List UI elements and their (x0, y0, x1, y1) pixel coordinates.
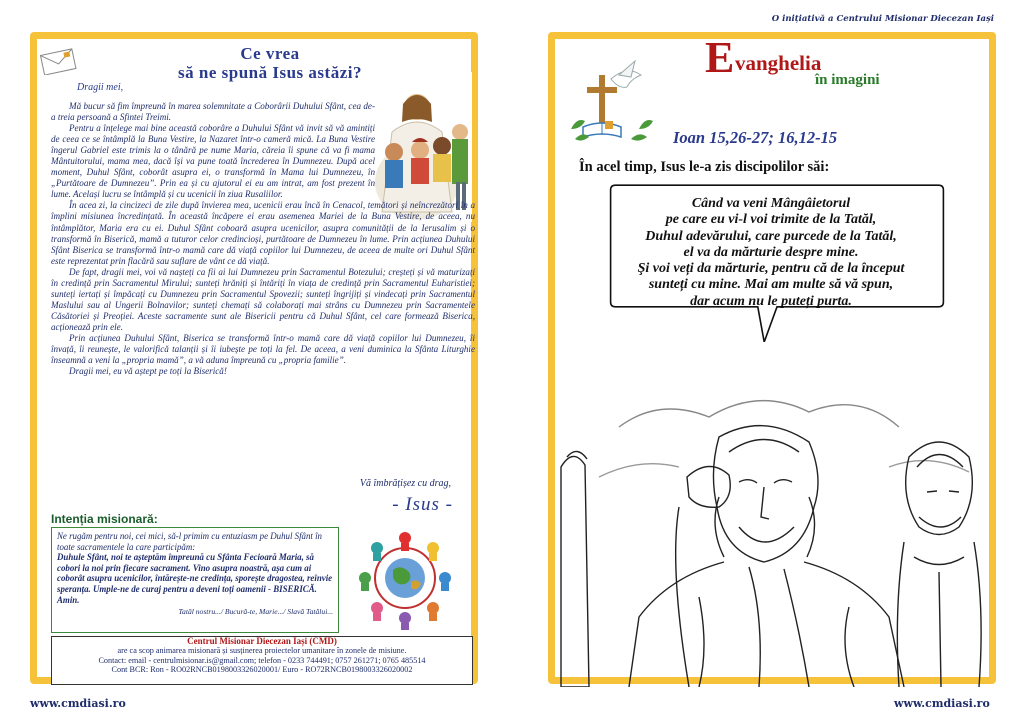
brand-subtitle: în imagini (815, 72, 880, 88)
intention-prayers-small: Tatăl nostru.../ Bucură-te, Marie.../ Slavă Tatălui... (178, 607, 333, 617)
left-page-content (37, 39, 475, 677)
left-footer-url[interactable]: www.cmdiasi.ro (30, 697, 126, 710)
letter-body (51, 101, 475, 377)
letter-paragraph-4: De fapt, dragii mei, voi vă nașteți ca fii ai lui Dumnezeu prin Sacramentul Botezului; creșteți și vă maturizați în credință prin Sacramentul Mirului; sunteți hrăniți și întăriți în viața de credință prin Sacramentul Euharistiei; sunteți iertați și împăcați cu Dumnezeu prin Sacramentul Spovezii; sunteți îngrijiți și vindecați prin Sacramentul Maslului sau al Ungerii Bolnavilor; sunteți chemați să colaborați mai strâns cu Dumnezeu prin Sacramentele Căsătoriei și Preoției. Aceste sacramente sunt ale Bisericii pentru că Duhul Sfânt, cel care formează Biserica, acționează prin ele. (51, 266, 475, 332)
letter-paragraph-2: Pentru a înțelege mai bine această coborâre a Duhului Sfânt vă invit să vă amintiți de ceea ce se întâmplă la Buna Vestire, la Nazaret într-o cameră mică. La Buna Vestire îngerul Gabriel este trimis la o tânără pe nume Maria, căreia îi spune că va fi mama Mântuitorului, mama mea, dacă își va pune toată încrederea în Dumnezeu. După acel moment, Duhul Sfânt, coborât asupra ei, o transformă în Mama lui Dumnezeu, în „Purtătoare de Dumnezeu”. Prin ea și cu ajutorul ei eu am intrat, am fost prezent în lume. Același lucru se întâmplă și cu ucenicii în ziua Rusaliilor. (51, 123, 375, 200)
cmd-title: Centrul Misionar Diecezan Iași (CMD) (187, 636, 337, 646)
quote-line: pe care eu vi-l voi trimite de la Tatăl, (665, 212, 877, 228)
gospel-reference: Ioan 15,26-27; 16,12-15 (673, 128, 838, 147)
intention-box (51, 527, 339, 633)
cmd-purpose: are ca scop animarea misionară și susținerea proiectelor umanitare în zonele de misiune. (117, 646, 407, 656)
title-line-1: Ce vrea (240, 44, 300, 63)
gospel-quote (571, 196, 971, 310)
cmd-contact: Contact: email - centrulmisionar.is@gmail.com; telefon - 0233 744491; 0757 261271; 0765 485514 (98, 655, 426, 665)
salutation: Dragii mei, (77, 82, 124, 93)
quote-line: Şi voi veți da mărturie, pentru că de la început (637, 261, 905, 277)
letter-paragraph-1: Mă bucur să fim împreună în marea solemnitate a Coborârii Duhului Sfânt, cea de-a treia persoană a Sfintei Treimi. (51, 101, 375, 123)
right-page-content (555, 33, 989, 677)
brand-initial: E (705, 33, 735, 82)
intention-prayer: Duhule Sfânt, noi te așteptăm împreună cu Sfânta Fecioară Maria, să cobori la noi prin fiecare sacrament. Vino asupra noastră, așa cum ai coborât asupra ucenicilor, întărește-ne credința, sporește dragostea, reînvie speranța. Umple-ne de curaj pentru a deveni toți oamenii - BISERICĂ. Amin. (57, 552, 333, 605)
quote-line: Când va veni Mângâietorul (691, 196, 851, 211)
quote-line: sunteți cu mine. Mai am multe să vă spun, (648, 277, 894, 293)
cmd-contact-box (51, 636, 473, 685)
title-line-2: să ne spună Isus astăzi? (178, 63, 362, 82)
quote-line: Duhul adevărului, care purcede de la Tatăl, (645, 228, 897, 244)
right-page (548, 32, 996, 684)
signature: - Isus - (392, 494, 453, 515)
brand-logo (705, 33, 925, 103)
mission-globe-logo (355, 526, 455, 631)
cross-dove-bible-icon (569, 57, 655, 147)
jesus-disciples-drawing (559, 357, 985, 687)
letter-paragraph-5: Prin acțiunea Duhului Sfânt, Biserica se transformă într-o mamă care dă viață copiilor lui Dumnezeu, îi învață, îi reunește, le valorifică talanții și îi iubește pe toți la fel. De aceea, a veni duminica la Sfânta Liturghie înseamnă a veni la „propria mamă”, a vă aduna împreună cu „propria familie”. (51, 332, 475, 366)
intention-title: Intenția misionară: (51, 512, 158, 526)
letter-paragraph-3: În acea zi, la cincizeci de zile după învierea mea, ucenicii erau încă în Cenacol, temători și neîncrezători în a împlini misiunea încredințată. În această încăpere ei erau asemenea Mariei de la Buna Vestire, de aceea, nu întâmplător, Maria era cu ei. Duhul Sfânt coboară asupra ucenicilor, asupra comunității de la Ierusalim și o transformă în Biserică, mamă a tuturor celor credincioși, purtătoare de Dumnezeu în lume. Prin acțiunea Duhului Sfânt Biserica se transformă într-o mamă care dă viață copiilor lui Dumnezeu, de aceea de multe ori Duhul Sfânt este reprezentat prin flacără sau suflare de vânt ce dă viață. (51, 200, 475, 266)
left-page (30, 32, 478, 684)
brand-name: vanghelia (735, 51, 822, 75)
right-footer-url[interactable]: www.cmdiasi.ro (894, 697, 990, 710)
intention-intro: Ne rugăm pentru noi, cei mici, să-l primim cu entuziasm pe Duhul Sfânt în toate sacramentele la care participăm: (57, 531, 322, 552)
quote-line: el va da mărturie despre mine. (683, 244, 859, 260)
quote-line: dar acum nu le puteți purta. (690, 293, 852, 309)
envelope-icon (39, 47, 77, 75)
cmd-bank-account: Cont BCR: Ron - RO02RNCB0198003326020001/ Euro - RO72RNCB0198003326020002 (111, 665, 413, 675)
intention-text (57, 531, 333, 618)
letter-paragraph-6: Dragii mei, eu vă aștept pe toți la Biserică! (69, 366, 227, 377)
gospel-intro: În acel timp, Isus le-a zis discipolilor săi: (579, 159, 830, 175)
closing-line: Vă îmbrățișez cu drag, (359, 478, 451, 489)
initiative-note: O inițiativă a Centrului Misionar Diecezan Iași (771, 14, 994, 24)
